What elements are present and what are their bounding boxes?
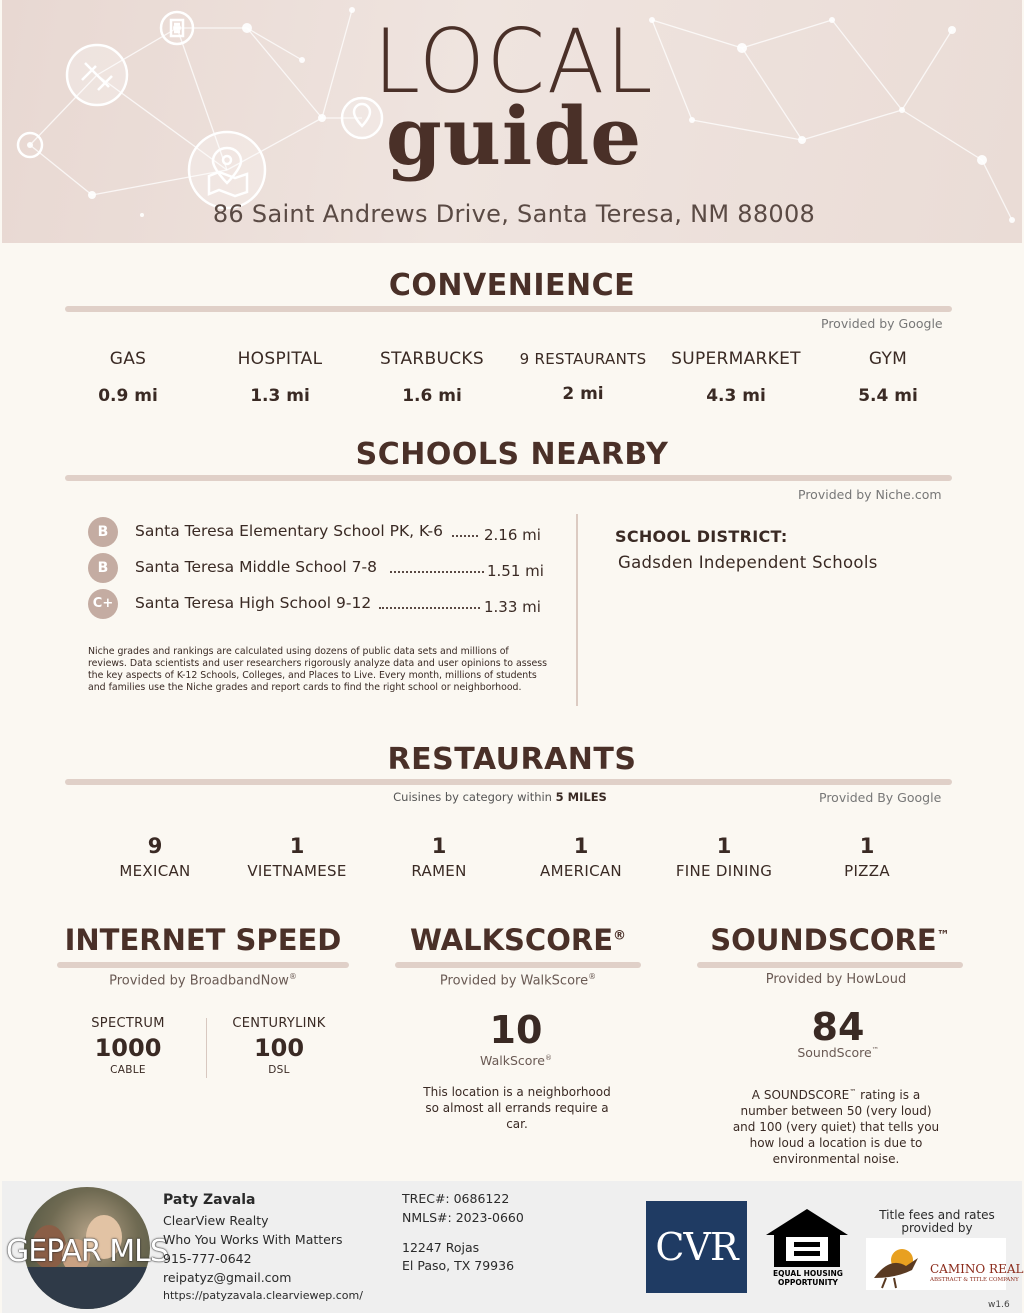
internet-speed-provider: Provided by BroadbandNow® — [109, 972, 297, 989]
cuisine-item — [649, 834, 799, 880]
cuisine-count: 1 — [716, 834, 732, 858]
school-district-name: Gadsden Independent Schools — [618, 553, 878, 572]
title-fees-note: Title fees and rates provided by — [879, 1208, 995, 1235]
internet-speed-rule — [57, 962, 349, 968]
schools-rule — [65, 475, 952, 481]
convenience-label: GAS — [109, 349, 147, 369]
cuisine-label: RAMEN — [411, 862, 467, 880]
school-distance: 1.51 mi — [487, 562, 544, 580]
soundscore-provider: Provided by HowLoud — [765, 972, 907, 987]
internet-speed-title: INTERNET SPEED — [64, 923, 342, 957]
school-row — [88, 553, 548, 581]
convenience-item-gas — [53, 349, 203, 406]
school-name: Santa Teresa Middle School 7-8 — [135, 558, 377, 576]
office-street: 12247 Rojas — [402, 1240, 480, 1255]
convenience-title: CONVENIENCE — [388, 268, 636, 303]
school-name: Santa Teresa High School 9-12 — [135, 594, 372, 612]
restaurants-rule — [65, 779, 952, 785]
cuisine-label: FINE DINING — [675, 862, 773, 880]
agent-website[interactable]: https://patyzavala.clearviewep.com/ — [163, 1289, 363, 1302]
school-distance: 1.33 mi — [484, 598, 541, 616]
walkscore-rule — [395, 962, 641, 968]
isp-divider — [206, 1018, 207, 1078]
soundscore-title: SOUNDSCORE™ — [710, 923, 950, 957]
camino-real-name: CAMINO REAL — [930, 1262, 1024, 1276]
isp-speed: 100 — [253, 1034, 305, 1062]
walkscore-provider: Provided by WalkScore® — [439, 972, 597, 989]
equal-housing-icon — [764, 1207, 850, 1269]
convenience-label: GYM — [868, 349, 908, 369]
office-city: El Paso, TX 79936 — [402, 1258, 515, 1273]
cuisine-item — [506, 834, 656, 880]
trec-license: TREC#: 0686122 — [402, 1191, 510, 1206]
mls-watermark: GEPAR MLS — [6, 1234, 168, 1269]
cuisine-count: 1 — [573, 834, 589, 858]
cuisine-label: MEXICAN — [119, 862, 191, 880]
schools-divider — [576, 514, 578, 706]
cuisine-item — [80, 834, 230, 880]
restaurants-provider: Provided By Google — [819, 790, 942, 805]
cuisine-item — [792, 834, 942, 880]
dot-leader — [379, 601, 480, 609]
grade-badge: B — [88, 517, 118, 547]
convenience-provider: Provided by Google — [821, 316, 943, 331]
isp-spectrum — [63, 1016, 193, 1076]
convenience-rule — [65, 306, 952, 312]
convenience-label: SUPERMARKET — [671, 349, 801, 369]
walkscore-label: WalkScore® — [480, 1053, 552, 1068]
convenience-item-gym — [813, 349, 963, 406]
convenience-item-restaurants — [508, 350, 658, 404]
convenience-item-hospital — [205, 349, 355, 406]
school-district-label: SCHOOL DISTRICT: — [615, 527, 788, 546]
grade-badge: C+ — [88, 589, 118, 619]
convenience-item-starbucks — [357, 349, 507, 406]
walkscore-title: WALKSCORE® — [409, 923, 627, 957]
isp-type: CABLE — [110, 1064, 146, 1076]
restaurants-title: RESTAURANTS — [387, 742, 637, 777]
convenience-distance: 1.6 mi — [402, 386, 462, 406]
convenience-label: HOSPITAL — [237, 349, 323, 369]
schools-title: SCHOOLS NEARBY — [355, 437, 669, 472]
nmls-license: NMLS#: 2023-0660 — [402, 1210, 524, 1225]
soundscore-rule — [697, 962, 963, 968]
header-banner — [2, 0, 1022, 243]
cuisine-radius: 5 MILES — [555, 790, 607, 804]
dot-leader — [452, 529, 478, 537]
property-address: 86 Saint Andrews Drive, Santa Teresa, NM 88008 — [212, 200, 816, 228]
version-label: w1.6 — [988, 1300, 1010, 1310]
agent-company: ClearView Realty — [163, 1213, 269, 1228]
agent-email[interactable]: reipatyz@gmail.com — [163, 1270, 292, 1285]
roadrunner-icon — [866, 1238, 926, 1290]
walkscore-description: This location is a neighborhood so almost all errands require a car. — [423, 1085, 611, 1131]
isp-centurylink — [214, 1016, 344, 1076]
convenience-distance: 0.9 mi — [98, 386, 158, 406]
school-row — [88, 517, 548, 545]
cuisine-count: 1 — [431, 834, 447, 858]
title-local: LOCAL — [373, 10, 655, 113]
cuisine-item — [364, 834, 514, 880]
niche-disclaimer: Niche grades and rankings are calculated using dozens of public data sets and millions of reviews. Data scientists and user researchers rigorously analyze data and user opinions to assess the key aspects of K-12 Schools, Colleges, and Places to Live. Every month, millions of students and families use the Niche grades and report cards to find the right school or neighborhood. — [88, 646, 548, 693]
agent-name: Paty Zavala — [163, 1192, 256, 1208]
isp-type: DSL — [268, 1064, 290, 1076]
convenience-distance: 2 mi — [562, 384, 604, 404]
convenience-item-supermarket — [661, 349, 811, 406]
cuisine-label: PIZZA — [844, 862, 890, 880]
title-guide: guide — [385, 89, 643, 183]
cuisine-label: AMERICAN — [540, 862, 622, 880]
convenience-distance: 1.3 mi — [250, 386, 310, 406]
cuisine-prefix: Cuisines by category within — [393, 790, 552, 804]
convenience-distance: 4.3 mi — [706, 386, 766, 406]
school-name: Santa Teresa Elementary School PK, K-6 — [135, 522, 443, 540]
grade-badge: B — [88, 553, 118, 583]
soundscore-value: 84 — [811, 1005, 865, 1049]
dot-leader — [390, 565, 484, 573]
equal-housing-text: EQUAL HOUSING OPPORTUNITY — [773, 1269, 843, 1287]
cuisine-item — [222, 834, 372, 880]
school-row — [88, 589, 548, 617]
soundscore-description: A SOUNDSCORE™ rating is a number between 50 (very loud) and 100 (very quiet) that tells you how loud a location is due to environmental noise. — [732, 1088, 940, 1166]
cuisine-label: VIETNAMESE — [247, 862, 347, 880]
agent-phone[interactable]: 915-777-0642 — [163, 1251, 252, 1266]
isp-speed: 1000 — [94, 1034, 162, 1062]
cuisine-count: 1 — [289, 834, 305, 858]
school-distance: 2.16 mi — [484, 526, 541, 544]
schools-provider: Provided by Niche.com — [798, 487, 942, 502]
soundscore-label: SoundScore™ — [797, 1045, 879, 1060]
isp-name: SPECTRUM — [91, 1016, 165, 1031]
convenience-label: STARBUCKS — [380, 349, 484, 369]
cuisine-count: 1 — [859, 834, 875, 858]
walkscore-value: 10 — [489, 1008, 543, 1052]
camino-real-subtitle: ABSTRACT & TITLE COMPANY — [930, 1277, 1019, 1283]
convenience-label: 9 RESTAURANTS — [519, 350, 647, 368]
convenience-distance: 5.4 mi — [858, 386, 918, 406]
cuisine-count: 9 — [147, 834, 163, 858]
cvr-logo: CVR — [646, 1201, 747, 1293]
agent-tagline: Who You Works With Matters — [163, 1232, 343, 1247]
isp-name: CENTURYLINK — [232, 1016, 326, 1031]
